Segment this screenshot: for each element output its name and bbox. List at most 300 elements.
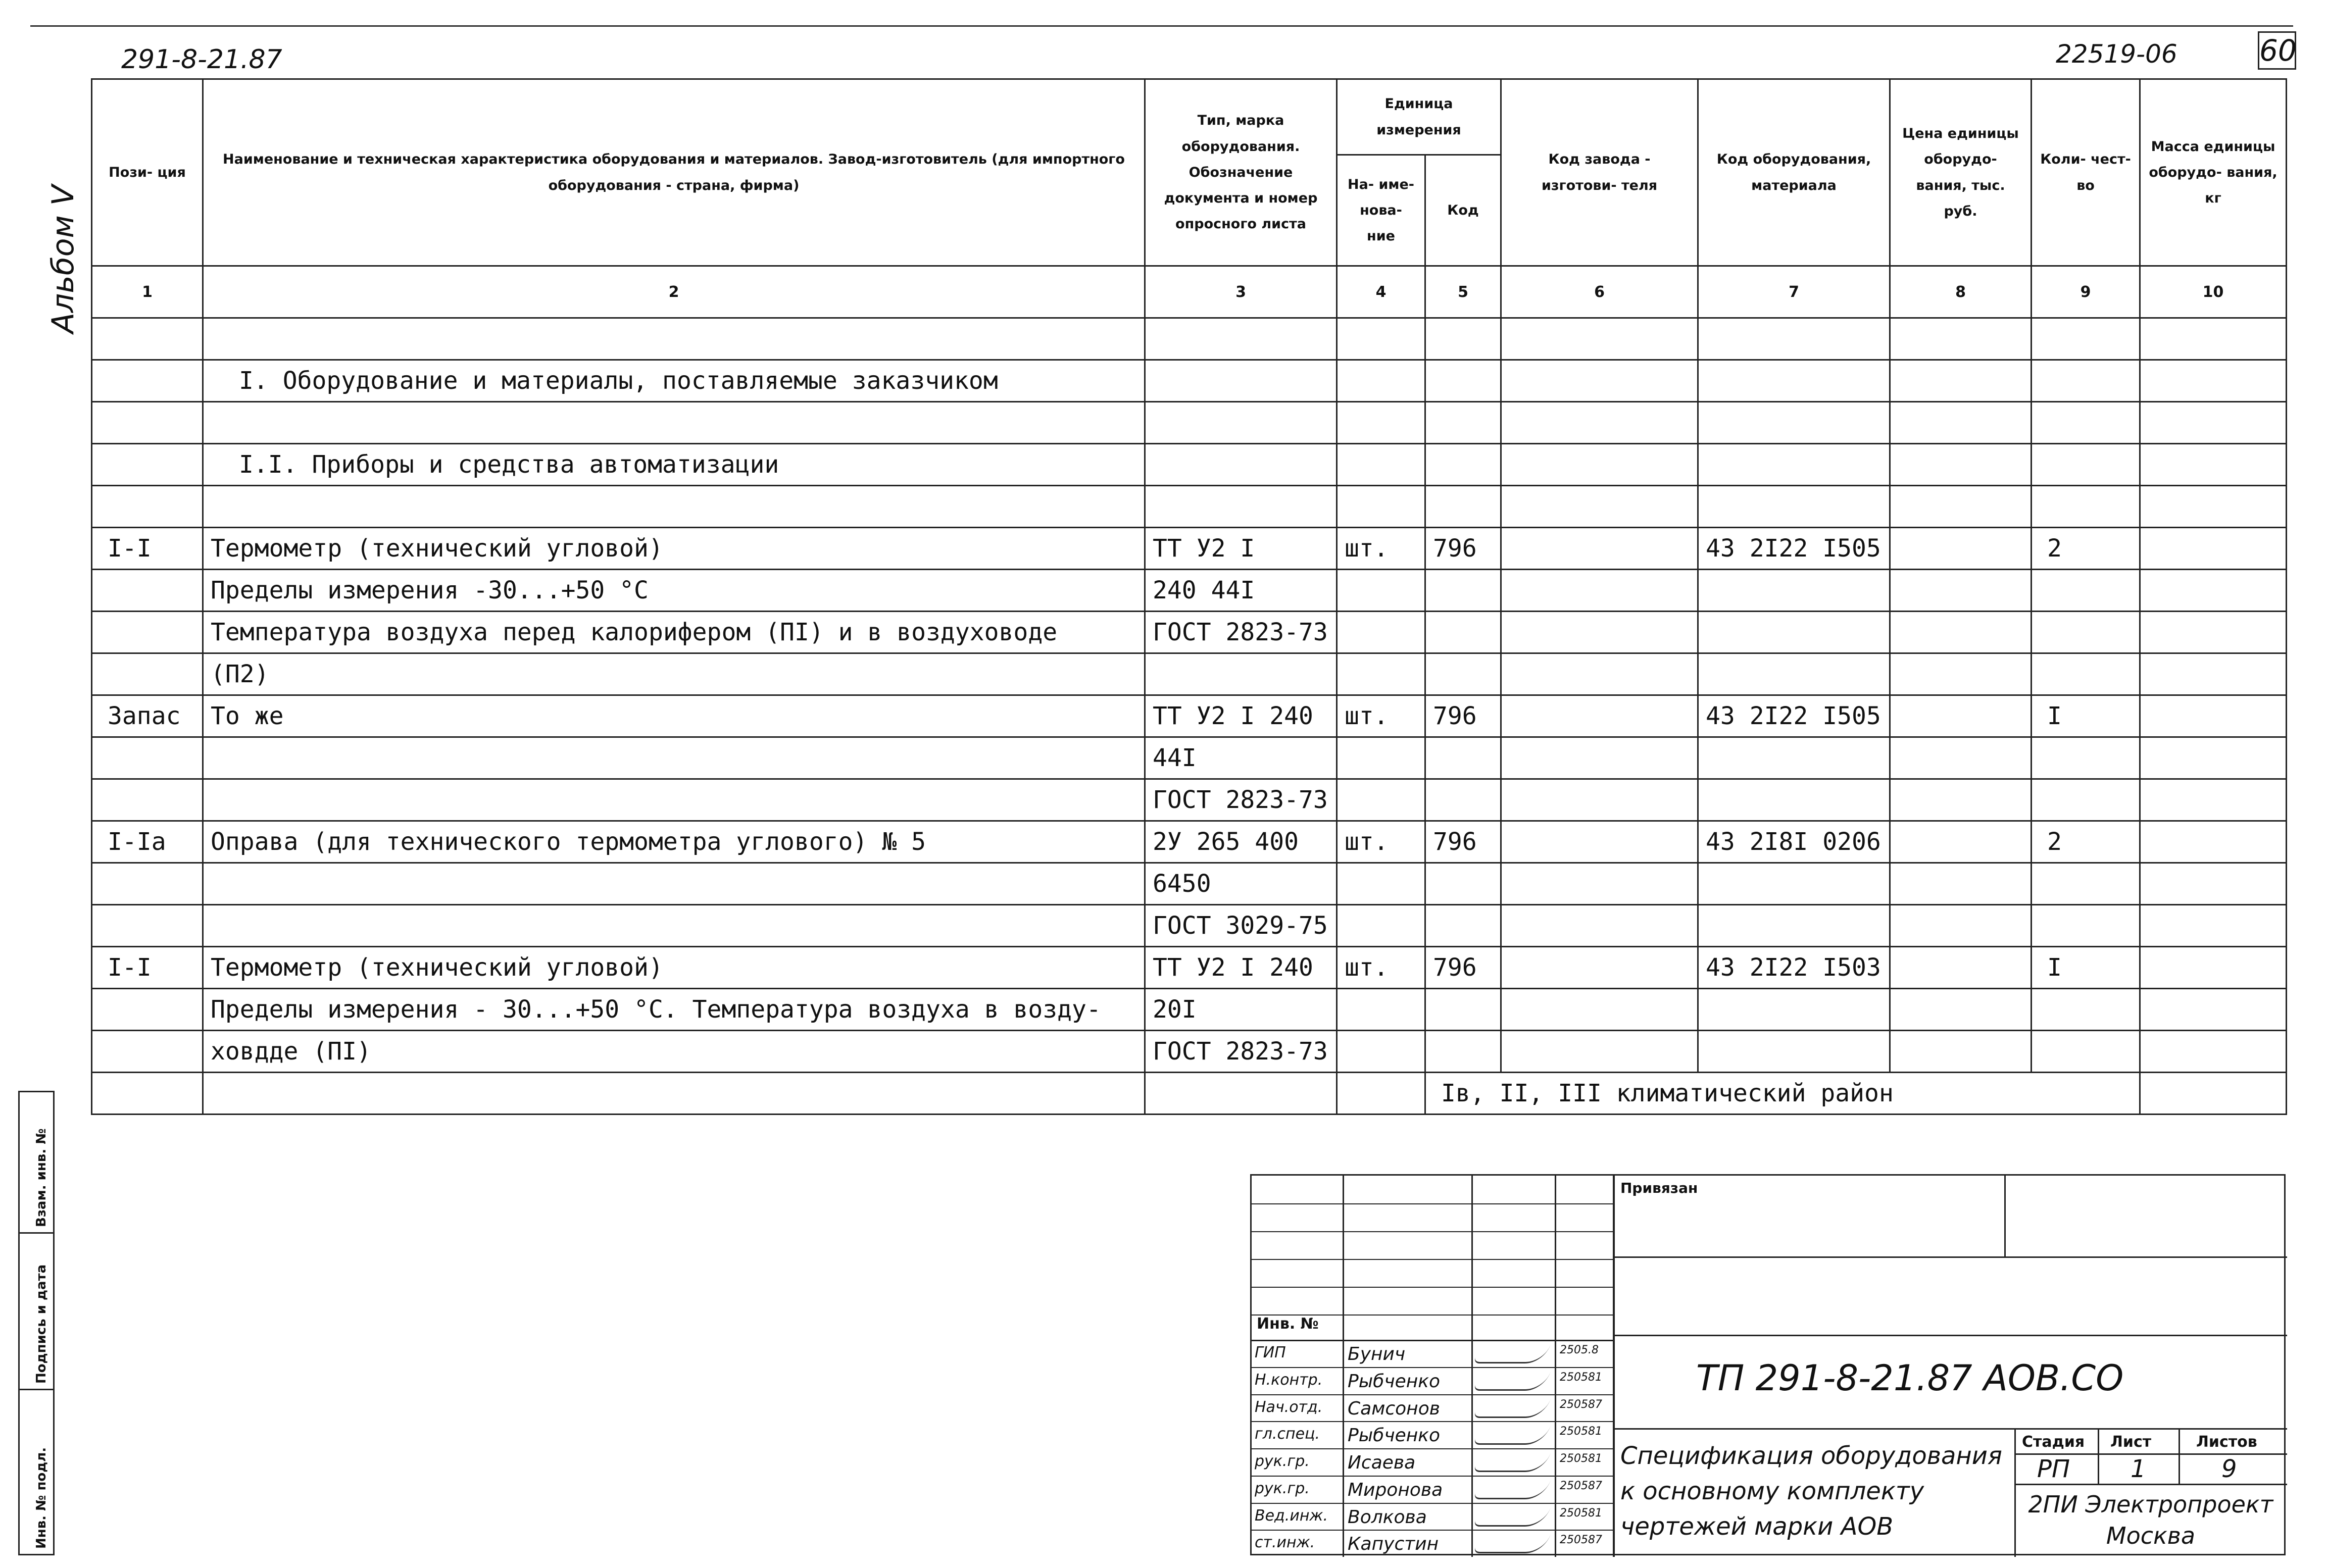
signatory-role: рук.гр. [1255,1479,1310,1497]
table-row [92,653,2287,695]
specification-rows [92,318,2287,1073]
cell-type: 2У 265 400 [1145,821,1337,863]
cell-name: Термометр (технический угловой) [203,528,1145,570]
cell-code: 43 2I22 I503 [1698,947,1890,989]
table-row [92,570,2287,612]
table-cell [2140,1073,2287,1115]
stamp-grid-line [1252,1421,1613,1422]
cell-plant [1501,695,1698,737]
cell-name: (П2) [203,653,1145,695]
stamp-grid-line [1252,1340,1613,1341]
cell-price [1890,360,2032,402]
cell-mass [2140,905,2287,947]
cell-code: 43 2I22 I505 [1698,528,1890,570]
cell-ucode [1425,653,1501,695]
signatory-role: Нач.отд. [1255,1398,1323,1416]
cell-code [1698,318,1890,360]
handwritten-signature [1473,1535,1550,1553]
col-header-mass: Масса единицы оборудо- вания, кг [2140,79,2287,266]
cell-mass [2140,653,2287,695]
cell-type [1145,318,1337,360]
side-stamp-vzam-inv [18,1091,55,1234]
cell-type [1145,444,1337,486]
cell-price [1890,318,2032,360]
signatory-role: рук.гр. [1255,1452,1310,1470]
table-cell [92,1073,203,1115]
cell-ucode [1425,779,1501,821]
table-row [92,947,2287,989]
cell-mass [2140,989,2287,1031]
col-number: 10 [2140,266,2287,318]
cell-name: Пределы измерения - 30...+50 °С. Температура воздуха в возду- [203,989,1145,1031]
sheets-label: Листов [2196,1433,2257,1451]
cell-unit [1337,444,1425,486]
cell-ucode [1425,612,1501,653]
frame-top-line [30,25,2293,27]
cell-name: ховдде (ПI) [203,1031,1145,1073]
cell-unit [1337,570,1425,612]
sheets-value: 9 [2221,1455,2237,1483]
cell-type: ТТ У2 I 240 [1145,947,1337,989]
signatory-name: Волкова [1348,1506,1427,1528]
col-header-plant-code: Код завода - изготови- теля [1501,79,1698,266]
cell-ucode [1425,989,1501,1031]
cell-mass [2140,360,2287,402]
signatory-date: 250581 [1560,1371,1602,1384]
cell-qty [2032,1031,2140,1073]
handwritten-signature [1473,1372,1550,1391]
cell-pos: I-I [92,528,203,570]
cell-ucode: 796 [1425,528,1501,570]
cell-qty [2032,863,2140,905]
stamp-grid-line [1613,1335,2287,1336]
cell-name: Оправа (для технического термометра углового) № 5 [203,821,1145,863]
cell-type [1145,653,1337,695]
cell-ucode: 796 [1425,947,1501,989]
cell-qty [2032,570,2140,612]
cell-mass [2140,821,2287,863]
drawing-code-top-right: 22519-06 [2056,39,2177,69]
cell-plant [1501,905,1698,947]
cell-name [203,863,1145,905]
cell-pos [92,863,203,905]
table-row [92,444,2287,486]
cell-qty [2032,360,2140,402]
cell-code [1698,989,1890,1031]
climate-note: Iв, II, III климатический район [1425,1073,2140,1115]
cell-type [1145,486,1337,528]
cell-ucode [1425,486,1501,528]
cell-name: I. Оборудование и материалы, поставляемые заказчиком [203,360,1145,402]
cell-code [1698,737,1890,779]
cell-name [203,402,1145,444]
table-row [92,318,2287,360]
cell-mass [2140,570,2287,612]
cell-pos [92,737,203,779]
stamp-grid-line [1613,1256,2287,1258]
col-header-type: Тип, марка оборудования. Обозначение документа и номер опросного листа [1145,79,1337,266]
cell-mass [2140,1031,2287,1073]
signatory-date: 250587 [1560,1479,1602,1492]
col-number: 1 [92,266,203,318]
cell-plant [1501,528,1698,570]
cell-plant [1501,653,1698,695]
cell-ucode [1425,737,1501,779]
cell-code [1698,570,1890,612]
table-row [92,989,2287,1031]
cell-pos [92,989,203,1031]
cell-price [1890,905,2032,947]
cell-unit: шт. [1337,947,1425,989]
signatory-name: Бунич [1348,1344,1406,1364]
cell-price [1890,695,2032,737]
cell-pos [92,486,203,528]
cell-code [1698,612,1890,653]
side-stamp-inv-podl-label: Инв. № подл. [34,1447,49,1549]
cell-mass [2140,947,2287,989]
table-row [92,1031,2287,1073]
table-row [92,528,2287,570]
col-number: 9 [2032,266,2140,318]
cell-name: Термометр (технический угловой) [203,947,1145,989]
side-stamp-inv-podl [18,1389,55,1555]
stage-label: Стадия [2022,1433,2085,1451]
cell-name: Температура воздуха перед калорифером (ПI) и в воздуховоде [203,612,1145,653]
signatory-date: 250587 [1560,1534,1602,1547]
cell-pos: I-I [92,947,203,989]
cell-pos [92,905,203,947]
col-number: 8 [1890,266,2032,318]
cell-price [1890,570,2032,612]
album-label: Альбом V [45,185,81,333]
cell-ucode [1425,570,1501,612]
specification-table [91,78,2287,1115]
col-header-equipment-code: Код оборудования, материала [1698,79,1890,266]
cell-qty [2032,612,2140,653]
stamp-grid-line [2014,1428,2016,1557]
cell-mass [2140,612,2287,653]
cell-code [1698,863,1890,905]
cell-type: ТТ У2 I [1145,528,1337,570]
cell-unit [1337,402,1425,444]
cell-plant [1501,1031,1698,1073]
cell-type [1145,402,1337,444]
cell-ucode [1425,905,1501,947]
handwritten-signature [1473,1399,1550,1418]
cell-name: Пределы измерения -30...+50 °С [203,570,1145,612]
title-block [1250,1174,2286,1555]
table-row [92,821,2287,863]
document-title-line: к основному комплекту [1620,1477,1924,1505]
col-header-position: Пози- ция [92,79,203,266]
stamp-grid-line [2179,1428,2180,1484]
col-header-price: Цена единицы оборудо- вания, тыс. руб. [1890,79,2032,266]
signatory-role: ГИП [1255,1344,1286,1361]
stamp-grid-line [1471,1176,1473,1557]
cell-price [1890,947,2032,989]
col-header-unit-name: На- име- нова- ние [1337,155,1425,266]
cell-unit: шт. [1337,821,1425,863]
cell-mass [2140,402,2287,444]
signatory-date: 250587 [1560,1398,1602,1411]
cell-price [1890,737,2032,779]
cell-code [1698,905,1890,947]
document-code: ТП 291-8-21.87 АОВ.СО [1696,1357,2124,1399]
cell-unit [1337,318,1425,360]
cell-qty [2032,444,2140,486]
privyazan-label: Привязан [1620,1180,1698,1196]
cell-qty: I [2032,695,2140,737]
stamp-grid-line [1252,1476,1613,1477]
cell-type: ГОСТ 2823-73 [1145,612,1337,653]
signatory-name: Исаева [1348,1452,1416,1473]
handwritten-signature [1473,1481,1550,1499]
document-title [1620,1438,2002,1544]
handwritten-signature [1473,1508,1550,1527]
stamp-grid-line [2098,1428,2099,1484]
sheet-label: Лист [2110,1433,2152,1451]
cell-price [1890,528,2032,570]
cell-unit [1337,737,1425,779]
cell-mass [2140,695,2287,737]
cell-unit [1337,486,1425,528]
cell-plant [1501,737,1698,779]
cell-code [1698,653,1890,695]
stamp-grid-line [1252,1259,1613,1260]
document-title-line: Спецификация оборудования [1620,1442,2002,1470]
cell-type: ТТ У2 I 240 [1145,695,1337,737]
cell-qty [2032,737,2140,779]
organization-line: Москва [2106,1522,2196,1549]
stamp-grid-line [2004,1176,2006,1256]
table-row [92,905,2287,947]
cell-qty [2032,402,2140,444]
table-row [92,737,2287,779]
signatory-date: 250581 [1560,1425,1602,1438]
cell-plant [1501,402,1698,444]
cell-mass [2140,779,2287,821]
cell-price [1890,402,2032,444]
cell-name [203,318,1145,360]
cell-price [1890,653,2032,695]
cell-qty: I [2032,947,2140,989]
cell-code [1698,444,1890,486]
cell-unit [1337,612,1425,653]
cell-qty [2032,318,2140,360]
stamp-grid-line [1252,1503,1613,1504]
signatory-date: 2505.8 [1560,1344,1599,1356]
inv-number-label: Инв. № [1257,1315,1319,1333]
signatory-name: Рыбченко [1348,1425,1441,1446]
cell-plant [1501,444,1698,486]
col-number: 7 [1698,266,1890,318]
cell-unit [1337,863,1425,905]
cell-name [203,737,1145,779]
cell-mass [2140,528,2287,570]
stamp-grid-line [1613,1428,2287,1430]
table-cell [203,1073,1145,1115]
cell-type: 6450 [1145,863,1337,905]
cell-ucode [1425,360,1501,402]
cell-pos [92,1031,203,1073]
cell-price [1890,863,2032,905]
cell-name [203,779,1145,821]
cell-qty [2032,653,2140,695]
cell-unit [1337,989,1425,1031]
organization-line: 2ПИ Электропроект [2028,1491,2273,1518]
cell-ucode: 796 [1425,695,1501,737]
col-number: 6 [1501,266,1698,318]
cell-mass [2140,318,2287,360]
page-number: 60 [2258,31,2296,70]
signatory-name: Капустин [1348,1534,1439,1555]
signatory-role: гл.спец. [1255,1425,1320,1443]
cell-price [1890,486,2032,528]
cell-pos [92,318,203,360]
cell-price [1890,444,2032,486]
table-row [92,695,2287,737]
cell-type: 20I [1145,989,1337,1031]
cell-unit [1337,653,1425,695]
cell-plant [1501,570,1698,612]
organization [2024,1489,2277,1551]
cell-pos: Запас [92,695,203,737]
cell-type: ГОСТ 3029-75 [1145,905,1337,947]
cell-qty: 2 [2032,821,2140,863]
signatory-name: Рыбченко [1348,1371,1441,1392]
cell-type [1145,360,1337,402]
side-stamp-vzam-inv-label: Взам. инв. № [34,1128,49,1227]
cell-type: 240 44I [1145,570,1337,612]
cell-ucode [1425,1031,1501,1073]
drawing-code-top-left: 291-8-21.87 [121,44,282,75]
cell-ucode [1425,863,1501,905]
cell-unit [1337,779,1425,821]
table-cell [1337,1073,1425,1115]
cell-type: 44I [1145,737,1337,779]
handwritten-signature [1473,1345,1550,1363]
cell-unit [1337,905,1425,947]
cell-code: 43 2I8I 0206 [1698,821,1890,863]
cell-ucode [1425,444,1501,486]
cell-plant [1501,989,1698,1031]
cell-pos [92,570,203,612]
stamp-grid-line [1613,1176,1615,1557]
table-row [92,863,2287,905]
cell-pos [92,653,203,695]
side-stamp-signature-date [18,1232,55,1390]
stamp-grid-line [1252,1231,1613,1232]
table-row [92,779,2287,821]
signatory-role: Н.контр. [1255,1371,1323,1389]
cell-name [203,486,1145,528]
cell-price [1890,1031,2032,1073]
handwritten-signature [1473,1426,1550,1445]
cell-name [203,905,1145,947]
cell-name: I.I. Приборы и средства автоматизации [203,444,1145,486]
cell-qty [2032,486,2140,528]
side-stamp-signature-date-label: Подпись и дата [34,1264,49,1384]
cell-pos [92,444,203,486]
col-number: 2 [203,266,1145,318]
cell-qty [2032,905,2140,947]
cell-qty [2032,989,2140,1031]
cell-plant [1501,779,1698,821]
signatory-date: 250581 [1560,1506,1602,1520]
cell-unit: шт. [1337,695,1425,737]
cell-unit [1337,1031,1425,1073]
stamp-grid-line [1252,1203,1613,1204]
cell-pos [92,779,203,821]
cell-ucode [1425,402,1501,444]
col-header-quantity: Коли- чест- во [2032,79,2140,266]
cell-qty [2032,779,2140,821]
sheet-value: 1 [2131,1455,2146,1483]
cell-price [1890,821,2032,863]
table-row [92,612,2287,653]
cell-mass [2140,737,2287,779]
stamp-grid-line [1252,1367,1613,1368]
signatory-name: Самсонов [1348,1398,1440,1419]
cell-plant [1501,863,1698,905]
cell-price [1890,612,2032,653]
stamp-grid-line [2014,1484,2287,1485]
col-number: 5 [1425,266,1501,318]
cell-plant [1501,612,1698,653]
cell-plant [1501,821,1698,863]
stamp-grid-line [1343,1176,1344,1557]
cell-qty: 2 [2032,528,2140,570]
cell-plant [1501,947,1698,989]
signatory-date: 250581 [1560,1452,1602,1465]
cell-mass [2140,486,2287,528]
col-number: 3 [1145,266,1337,318]
cell-unit [1337,360,1425,402]
cell-code [1698,360,1890,402]
stamp-grid-line [1555,1176,1556,1557]
col-header-unit-group: Единица измерения [1337,79,1501,155]
cell-pos [92,360,203,402]
cell-plant [1501,486,1698,528]
cell-mass [2140,863,2287,905]
table-row [92,360,2287,402]
table-row [92,402,2287,444]
cell-type: ГОСТ 2823-73 [1145,779,1337,821]
col-header-unit-code: Код [1425,155,1501,266]
col-header-name: Наименование и техническая характеристика оборудования и материалов. Завод-изготовитель (для импортного оборудования - страна, фирма) [203,79,1145,266]
cell-code [1698,486,1890,528]
col-number: 4 [1337,266,1425,318]
cell-code [1698,1031,1890,1073]
cell-code [1698,779,1890,821]
stamp-grid-line [1252,1394,1613,1395]
signatory-name: Миронова [1348,1479,1443,1500]
cell-plant [1501,360,1698,402]
cell-unit: шт. [1337,528,1425,570]
cell-type: ГОСТ 2823-73 [1145,1031,1337,1073]
stamp-grid-line [1252,1448,1613,1449]
document-title-line: чертежей марки АОВ [1620,1512,1894,1541]
stamp-grid-line [1252,1287,1613,1288]
cell-code: 43 2I22 I505 [1698,695,1890,737]
cell-ucode [1425,318,1501,360]
stamp-grid-line [1252,1530,1613,1531]
cell-price [1890,989,2032,1031]
cell-mass [2140,444,2287,486]
table-row [92,486,2287,528]
stage-value: РП [2037,1455,2070,1483]
signatory-role: Вед.инж. [1255,1506,1328,1525]
